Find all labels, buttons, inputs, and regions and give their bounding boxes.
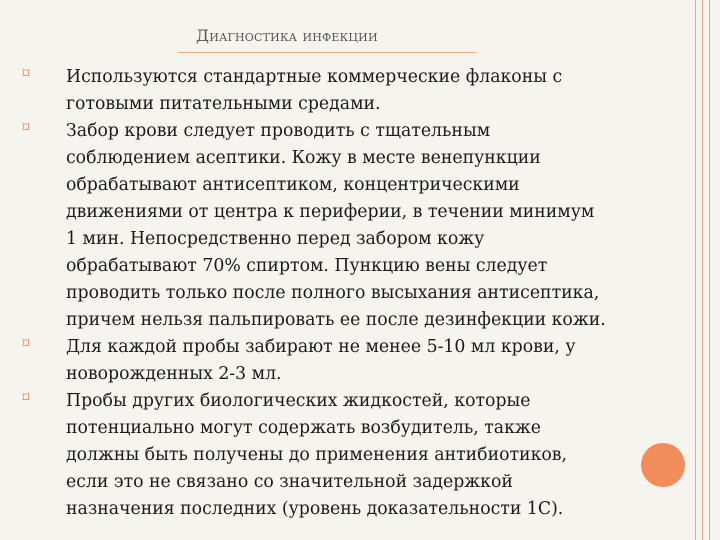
bullet-line: если это не связано со значительной задержкой <box>66 472 513 492</box>
title-underline <box>178 52 476 53</box>
bullet-line: Используются стандартные коммерческие флаконы с <box>66 67 563 87</box>
diamond-bullet-icon: ⌑ <box>22 120 30 136</box>
bullet-item <box>18 388 698 523</box>
bullet-item <box>18 64 698 118</box>
bullet-line: готовыми питательными средами. <box>66 94 381 114</box>
bullet-line: должны быть получены до применения антибиотиков, <box>66 445 568 465</box>
bullet-line: обрабатывают 70% спиртом. Пункцию вены следует <box>66 256 548 276</box>
bullet-line: Для каждой пробы забирают не менее 5-10 мл крови, у <box>66 337 576 357</box>
bullet-line: проводить только после полного высыхания антисептика, <box>66 283 600 303</box>
bullet-line: 1 мин. Непосредственно перед забором кожу <box>66 229 485 249</box>
bullet-line: назначения последних (уровень доказательности 1С). <box>66 499 564 519</box>
bullet-line: Забор крови следует проводить с тщательным <box>66 121 491 141</box>
bullet-item <box>18 118 698 334</box>
decorative-border-line <box>709 0 710 540</box>
diamond-bullet-icon: ⌑ <box>22 336 30 352</box>
bullet-line: причем нельзя пальпировать ее после дезинфекции кожи. <box>66 310 606 330</box>
slide-title: Диагностика инфекции <box>196 26 378 45</box>
bullet-line: обрабатывают антисептиком, концентрическими <box>66 175 520 195</box>
bullet-line: соблюдением асептики. Кожу в месте венепункции <box>66 148 541 168</box>
decorative-orange-circle <box>641 443 685 487</box>
bullet-line: новорожденных 2-3 мл. <box>66 364 282 384</box>
diamond-bullet-icon: ⌑ <box>22 66 30 82</box>
bullet-item <box>18 334 698 388</box>
decorative-border-line <box>702 0 703 540</box>
bullet-line: потенциально могут содержать возбудитель, также <box>66 418 541 438</box>
bullet-line: движениями от центра к периферии, в течении минимум <box>66 202 595 222</box>
bullet-line: Пробы других биологических жидкостей, которые <box>66 391 531 411</box>
diamond-bullet-icon: ⌑ <box>22 390 30 406</box>
bullet-list <box>18 64 698 523</box>
